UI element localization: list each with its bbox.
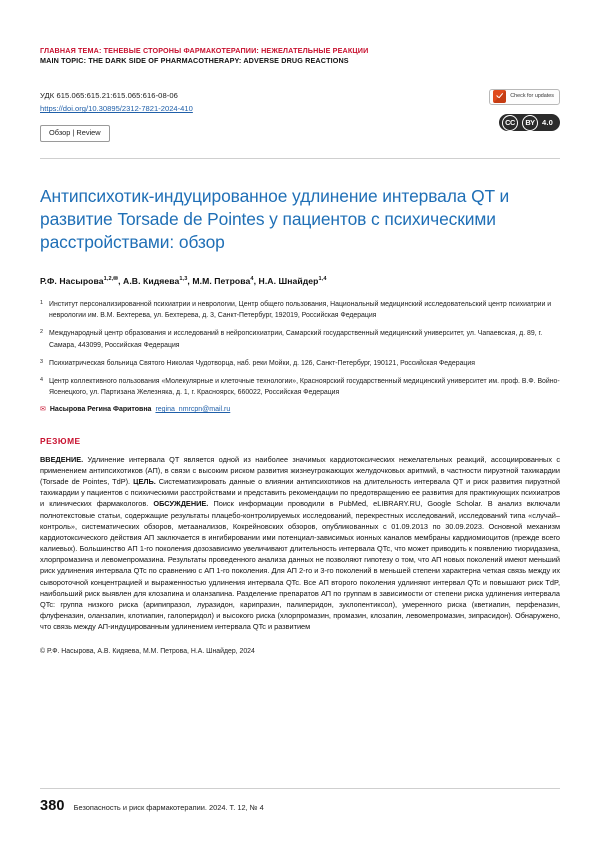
affiliation-text: Международный центр образования и исследований в нейропсихиатрии, Самарский государственный медицинский университет, ул. Чапаевская, д. 89, г. Самара, 443099, Российская Федерация (49, 330, 543, 349)
abstract-section-text: Поиск информации проводили в PubMed, eLIBRARY.RU, Google Scholar. В анализ включали полнотекстовые статьи, содержащие результаты плацебо-контролируемых исследований, перекрестных исследований, исследований типа «случай–контроль», систематических обзоров, метаанализов, Кокрейновских обзоров, опубликованных с 01.09.2013 по 30.09.2023. Основной механизм кардиотоксического действия АП заключается в ингибировании ими потенциал-зависимых ионных каналов мембраны кардиомиоцитов (прежде всего калиевых). Большинство АП 1-го поколения дозозависимо увеличивают длительность интервала QTc, что может приводить к появлению тиоридазина, хлорпромазина и левомепромазина. Результаты проведенного анализа данных не позволяют гипотезу о том, что АП новых поколений имеют меньший риск удлинения интервала QTc по сравнению с АП 1-го поколения. Для АП 2-го и 3-го поколений в меньшей степени характерна четкая связь между их сывороточной концентрацией и выраженностью удлинения интервала QTc. Все АП второго поколения удлиняют интервал QTc и повышают риск TdP, наибольший риск выявлен для клозапина и оланзапина. Разделение препаратов АП по группам в зависимости от степени риска удлинения интервала QTc: группа низкого риска (арипипразол, луразидон, карипразин, палиперидон, зуклопентиксол), умеренного риска (кветиапин, перфеназин, флуфеназин, оланзапин, клотиапин, галоперидол) и высокого риска (хлорпромазин, промазин, клозапин, левомепромазин, зипрасидон). Обнаружено, что связь между АП-индуцированным удлинением интервала QTc и развитием (40, 499, 561, 632)
crossmark-button[interactable] (489, 89, 560, 105)
running-head-en: MAIN TOPIC: THE DARK SIDE OF PHARMACOTHERAPY: ADVERSE DRUG REACTIONS (40, 56, 349, 66)
corresponding-author (40, 405, 560, 416)
affiliation-text: Институт персонализированной психиатрии и неврологии, Центр общего пользования, Национальный медицинский исследовательский центр психиатрии и неврологии им. В.М. Бехтерева, ул. Бехтерева, д. 3, Санкт-Петербург, 192019, Российская Федерация (49, 301, 552, 320)
affiliation-list (40, 299, 560, 398)
corresponding-author-name: Насырова Регина Фаритовна (49, 406, 152, 414)
page-footer (40, 788, 560, 814)
page-title: Антипсихотик-индуцированное удлинение интервала QT и развитие Torsade de Pointes у пациентов с психическими расстройствами: обзор (40, 185, 510, 252)
journal-citation: Безопасность и риск фармакотерапии. 2024. Т. 12, № 4 (73, 803, 264, 812)
running-head-ru: ГЛАВНАЯ ТЕМА: ТЕНЕВЫЕ СТОРОНЫ ФАРМАКОТЕРАПИИ: НЕЖЕЛАТЕЛЬНЫЕ РЕАКЦИИ (40, 46, 369, 55)
author-list: Р.Ф. Насырова$^{1,2,✉}$, А.В. Кидяева$^{1,3}$, М.М. Петрова$^4$, Н.А. Шнайдер$^{1,4}$ (40, 276, 327, 286)
footer-divider (40, 788, 560, 789)
abstract-section-label: ОБСУЖДЕНИЕ. (153, 499, 209, 509)
abstract-section-text: Удлинение интервала QT является одной из наиболее значимых кардиотоксических нежелательных реакций, ассоциированных с применением антипсихотиков (АП), в связи с высоким риском развития жизнеугрожающих желудочковых аритмий, в частности пируэтной тахикардии (Torsade de Pointes, TdP). (40, 454, 560, 487)
envelope-icon: ✉ (40, 406, 46, 414)
affiliation-number: 2 (40, 329, 43, 336)
affiliation-number: 4 (40, 376, 43, 383)
affiliation-item (40, 299, 560, 321)
metadata-row (40, 89, 560, 142)
cc-icon: CC (502, 115, 518, 131)
header-divider (40, 158, 560, 159)
affiliation-item (40, 376, 560, 398)
crossmark-icon (493, 90, 506, 103)
creative-commons-badge[interactable] (499, 114, 560, 131)
crossmark-label: Check for updates (510, 92, 554, 99)
metadata-left (40, 89, 193, 142)
abstract-section-label: ВВЕДЕНИЕ. (40, 454, 84, 464)
abstract-section-label: ЦЕЛЬ. (133, 477, 156, 487)
article-type-badge: Обзор | Review (40, 125, 110, 141)
copyright-line: © Р.Ф. Насырова, А.В. Кидяева, М.М. Петрова, Н.А. Шнайдер, 2024 (40, 648, 255, 656)
affiliation-item (40, 358, 560, 369)
affiliation-number: 3 (40, 358, 43, 365)
affiliation-item (40, 328, 560, 350)
cc-version-label: 4.0 (541, 118, 553, 128)
running-head (40, 46, 560, 67)
corresponding-author-email[interactable]: regina_nmrcpn@mail.ru (155, 406, 231, 414)
affiliation-text: Центр коллективного пользования «Молекулярные и клеточные технологии», Красноярский государственный медицинский университет им. проф. В.Ф. Войно-Ясенецкого, ул. Партизана Железняка, д. 1, г. Красноярск, 660022, Российская Федерация (49, 377, 560, 397)
abstract-section (40, 454, 560, 633)
affiliation-text: Психиатрическая больница Святого Николая Чудотворца, наб. реки Мойки, д. 126, Санкт-Петербург, 190121, Российская Федерация (49, 359, 475, 367)
affiliation-number: 1 (40, 300, 43, 306)
abstract-section-text: Систематизировать данные о влиянии антипсихотиков на длительность интервала QT и риск развития пируэтной тахикардии у пациентов с психическими расстройствами и представить рекомендации по предотвращению ее развития для практикующих психиатров и клинических фармакологов. (40, 477, 560, 509)
abstract-heading: РЕЗЮМЕ (40, 435, 81, 446)
doi-link[interactable]: https://doi.org/10.30895/2312-7821-2024-410 (40, 104, 193, 114)
page-number: 380 (40, 798, 65, 814)
udc-code: УДК 615.065:615.21:615.065:616-08-06 (40, 90, 178, 100)
abstract-body (40, 454, 560, 633)
cc-by-icon: BY (522, 115, 538, 131)
metadata-right (442, 89, 560, 132)
